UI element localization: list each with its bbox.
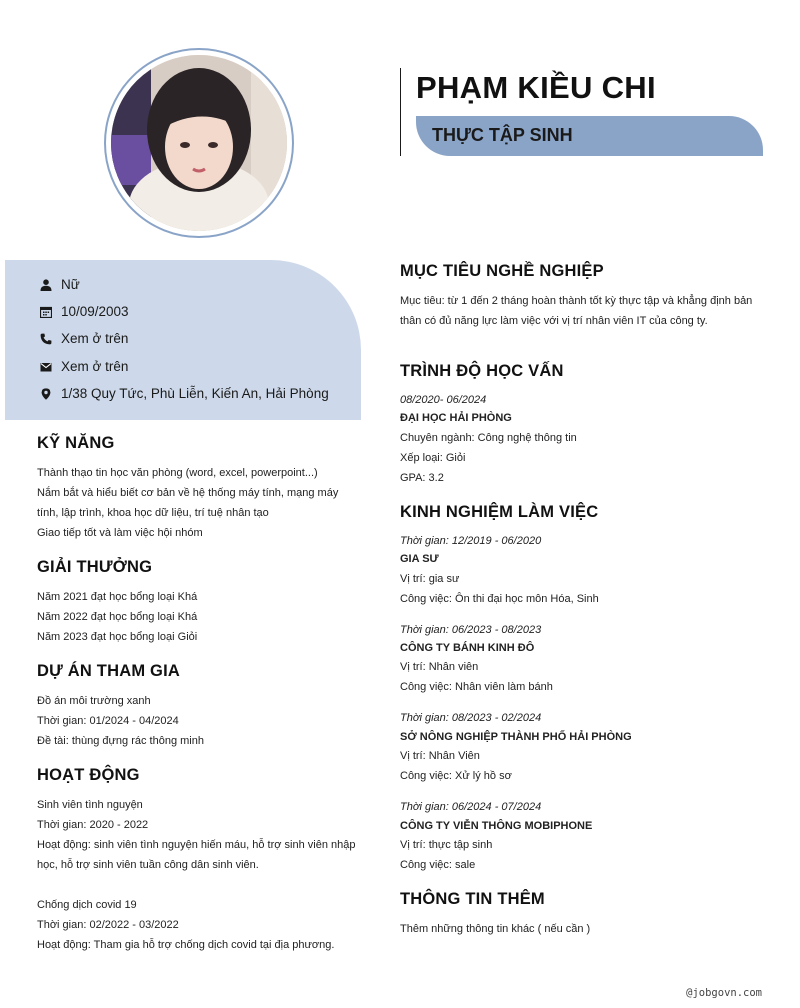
activities-line: Hoạt động: Tham gia hỗ trợ chống dịch covid tại địa phương. (37, 939, 335, 951)
objective-line: Mục tiêu: từ 1 đến 2 tháng hoàn thành tốt kỳ thực tập và khẳng định bản (400, 295, 753, 307)
projects-line: Thời gian: 01/2024 - 04/2024 (37, 715, 179, 727)
gender-text: Nữ (61, 277, 80, 292)
activities-heading: HOẠT ĐỘNG (37, 766, 140, 784)
contact-birthday (40, 304, 129, 319)
skills-line: Thành thạo tin học văn phòng (word, excel, powerpoint...) (37, 467, 318, 479)
awards-line: Năm 2023 đạt học bổng loại Giỏi (37, 631, 198, 643)
skills-line: Nắm bắt và hiểu biết cơ bản về hệ thống máy tính, mạng máy (37, 487, 339, 499)
job-period: Thời gian: 06/2024 - 07/2024 (400, 801, 542, 813)
phone-text: Xem ở trên (61, 331, 129, 346)
job-duty: Công việc: Ôn thi đại học môn Hóa, Sinh (400, 593, 599, 605)
activities-line: Sinh viên tình nguyện (37, 799, 143, 811)
address-text: 1/38 Quy Tức, Phù Liễn, Kiến An, Hải Phòng (61, 386, 329, 401)
candidate-role: THỰC TẬP SINH (432, 125, 573, 145)
job-duty: Công việc: Xử lý hồ sơ (400, 770, 512, 782)
job-duty: Công việc: Nhân viên làm bánh (400, 681, 553, 693)
job-position: Vị trí: Nhân Viên (400, 750, 480, 762)
job-period: Thời gian: 12/2019 - 06/2020 (400, 535, 542, 547)
job-company: SỞ NÔNG NGHIỆP THÀNH PHỐ HẢI PHÒNG (400, 731, 632, 743)
education-school: ĐẠI HỌC HẢI PHÒNG (400, 412, 512, 424)
activities-line: Hoạt động: sinh viên tình nguyện hiến máu, hỗ trợ sinh viên nhập (37, 839, 356, 851)
awards-line: Năm 2021 đạt học bổng loại Khá (37, 591, 198, 603)
objective-heading: MỤC TIÊU NGHỀ NGHIỆP (400, 262, 604, 280)
activities-line: Thời gian: 02/2022 - 03/2022 (37, 919, 179, 931)
user-icon (40, 279, 52, 291)
job-position: Vị trí: gia sư (400, 573, 460, 585)
contact-gender (40, 277, 80, 292)
activities-line: Chống dịch covid 19 (37, 899, 137, 911)
extra-text: Thêm những thông tin khác ( nếu cần ) (400, 923, 591, 935)
education-line: Xếp loại: Giỏi (400, 452, 466, 464)
extra-heading: THÔNG TIN THÊM (400, 890, 545, 908)
job-period: Thời gian: 08/2023 - 02/2024 (400, 712, 542, 724)
projects-line: Đề tài: thùng đựng rác thông minh (37, 735, 204, 747)
name-divider (400, 68, 401, 156)
education-line: Chuyên ngành: Công nghệ thông tin (400, 432, 577, 444)
projects-heading: DỰ ÁN THAM GIA (37, 662, 180, 680)
skills-line: tính, lập trình, khoa học dữ liệu, trí tuệ nhân tạo (37, 507, 269, 519)
calendar-icon (40, 306, 52, 318)
objective-line: thân có đủ năng lực làm việc với vị trí nhân viên IT của công ty. (400, 315, 708, 327)
email-text: Xem ở trên (61, 359, 129, 374)
contact-phone (40, 331, 128, 346)
candidate-name: PHẠM KIỀU CHI (416, 70, 656, 105)
location-icon (40, 388, 52, 400)
awards-line: Năm 2022 đạt học bổng loại Khá (37, 611, 198, 623)
job-company: CÔNG TY VIỄN THÔNG MOBIPHONE (400, 820, 593, 832)
awards-heading: GIẢI THƯỞNG (37, 558, 153, 576)
mail-icon (40, 361, 52, 373)
phone-icon (40, 333, 52, 345)
activities-line: học, hỗ trợ sinh viên tuần công dân sinh viên. (37, 859, 259, 871)
job-company: GIA SƯ (400, 553, 439, 565)
job-duty: Công việc: sale (400, 859, 476, 871)
activities-line: Thời gian: 2020 - 2022 (37, 819, 149, 831)
skills-heading: KỸ NĂNG (37, 434, 115, 452)
job-position: Vị trí: thực tập sinh (400, 839, 493, 851)
education-line: GPA: 3.2 (400, 472, 444, 484)
watermark: @jobgovn.com (686, 987, 762, 999)
experience-heading: KINH NGHIỆM LÀM VIỆC (400, 503, 599, 521)
job-period: Thời gian: 06/2023 - 08/2023 (400, 624, 542, 636)
avatar (111, 55, 287, 231)
job-position: Vị trí: Nhân viên (400, 661, 479, 673)
skills-line: Giao tiếp tốt và làm việc hội nhóm (37, 527, 203, 539)
contact-email (40, 359, 128, 374)
education-period: 08/2020- 06/2024 (400, 394, 487, 406)
education-heading: TRÌNH ĐỘ HỌC VẤN (400, 362, 564, 380)
job-company: CÔNG TY BÁNH KINH ĐÔ (400, 642, 535, 654)
projects-line: Đồ án môi trường xanh (37, 695, 151, 707)
contact-address (40, 386, 329, 401)
birthday-text: 10/09/2003 (61, 304, 129, 319)
